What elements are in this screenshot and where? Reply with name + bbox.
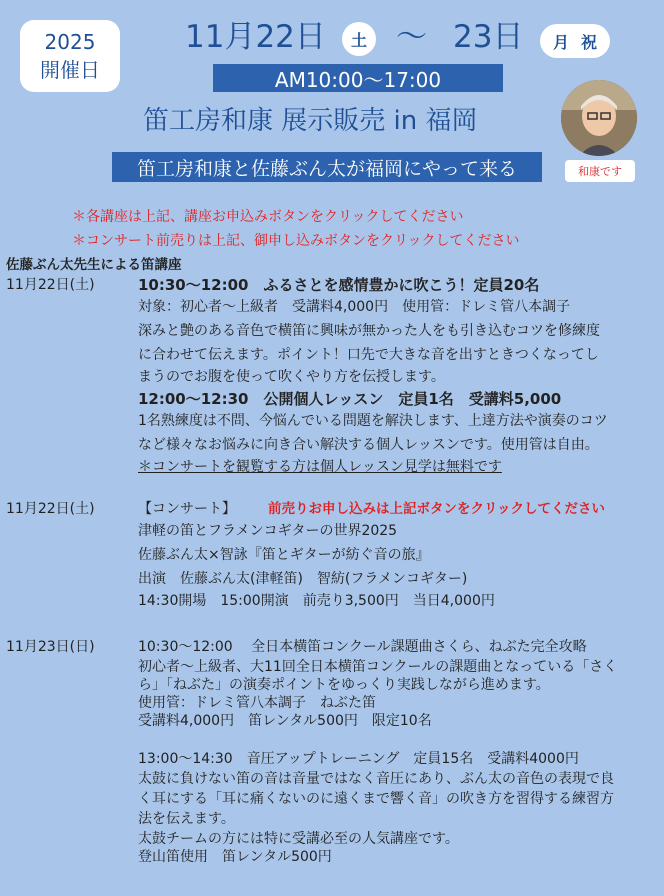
day-start-badge: 土 (342, 22, 376, 56)
held-label: 開催日 (40, 58, 100, 82)
day2-block1-line: 10:30〜12:00 全日本横笛コンクール課題曲さくら、ねぶた完全攻略 (138, 639, 587, 655)
day2-block2-line: く耳にする「耳に痛くないのに遠くまで響く音」の吹き方を習得する練習方 (138, 791, 614, 807)
concert-date: 11月22日(土) (6, 501, 95, 517)
concert-line: 佐藤ぶん太×智詠『笛とギターが紡ぐ音の旅』 (138, 547, 430, 563)
day-end-badge (540, 24, 610, 58)
lesson2-line: 1名熟練度は不問、今悩んでいる問題を解決します、上達方法や演奏のコツ (138, 413, 608, 429)
year-box (20, 20, 120, 92)
lesson1-line: に合わせて伝えます。ポイント！口先で大きな音を出すときつくなってし (138, 347, 599, 363)
note-concert: ＊コンサート前売りは上記、御申し込みボタンをクリックしてください (72, 233, 520, 249)
portrait-photo (561, 80, 637, 156)
note-lessons: ＊各講座は上記、講座お申込みボタンをクリックしてください (72, 209, 464, 225)
page-title: 笛工房和康 展示販売 in 福岡 (143, 106, 478, 136)
concert-label: 【コンサート】 (138, 501, 236, 517)
day2-block1-line: 受講料4,000円 笛レンタル500円 限定10名 (138, 713, 432, 729)
concert-line: 14:30開場 15:00開演 前売り3,500円 当日4,000円 (138, 593, 495, 609)
day2-block2-line: 登山笛使用 笛レンタル500円 (138, 849, 332, 865)
day1-date: 11月22日(土) (6, 277, 95, 293)
lesson1-title: 10:30〜12:00 ふるさとを感情豊かに吹こう！定員20名 (138, 276, 540, 294)
day2-block2-line: 13:00〜14:30 音圧アップトレーニング 定員15名 受講料4000円 (138, 751, 579, 767)
lesson2-title: 12:00〜12:30 公開個人レッスン 定員1名 受講料5,000 (138, 390, 562, 408)
lesson1-line: 対象：初心者〜上級者 受講料4,000円 使用管：ドレミ管八本調子 (138, 299, 571, 315)
day2-block1-line: 初心者〜上級者、大11回全日本横笛コンクールの課題曲となっている「さく (138, 659, 618, 675)
year: 2025 (44, 30, 96, 54)
section-title: 佐藤ぶん太先生による笛講座 (6, 257, 182, 273)
lesson1-line: まうのでお腹を使って吹くやり方を伝授します。 (138, 369, 445, 385)
day2-block1-line: 使用管：ドレミ管八本調子 ねぶた笛 (138, 695, 376, 711)
concert-line: 津軽の笛とフラメンコギターの世界2025 (138, 523, 398, 539)
date-start: 11月22日 (185, 19, 326, 55)
date-tilde: 〜 (396, 19, 427, 55)
lesson2-line: など様々なお悩みに向き合い解決する個人レッスンです。使用管は自由。 (138, 437, 599, 453)
time-bar: AM10:00〜17:00 (213, 64, 503, 92)
date-end: 23日 (453, 19, 524, 55)
lesson2-note: ＊コンサートを観覧する方は個人レッスン見学は無料です (138, 459, 502, 475)
day2-date: 11月23日(日) (6, 639, 95, 655)
concert-line: 出演 佐藤ぶん太(津軽笛) 智紡(フラメンコギター) (138, 571, 468, 587)
day2-block2-line: 太鼓チームの方には特に受講必至の人気講座です。 (138, 831, 459, 847)
day-end: 月 (552, 32, 569, 52)
subtitle-bar: 笛工房和康と佐藤ぶん太が福岡にやって来る (112, 152, 542, 182)
day2-block2-line: 法を伝えます。 (138, 811, 235, 827)
holiday: 祝 (581, 32, 598, 52)
day2-block1-line: ら」「ねぶた」の演奏ポイントをゆっくり実践しながら進めます。 (138, 677, 550, 693)
lesson1-line: 深みと艶のある音色で横笛に興味が無かった人をも引き込むコツを修練度 (138, 323, 600, 339)
day2-block2-line: 太鼓に負けない笛の音は音量ではなく音圧にあり、ぶん太の音色の表現で良 (138, 771, 614, 787)
concert-notice: 前売りお申し込みは上記ボタンをクリックしてください (268, 501, 605, 517)
portrait-caption: 和康です (565, 160, 635, 182)
